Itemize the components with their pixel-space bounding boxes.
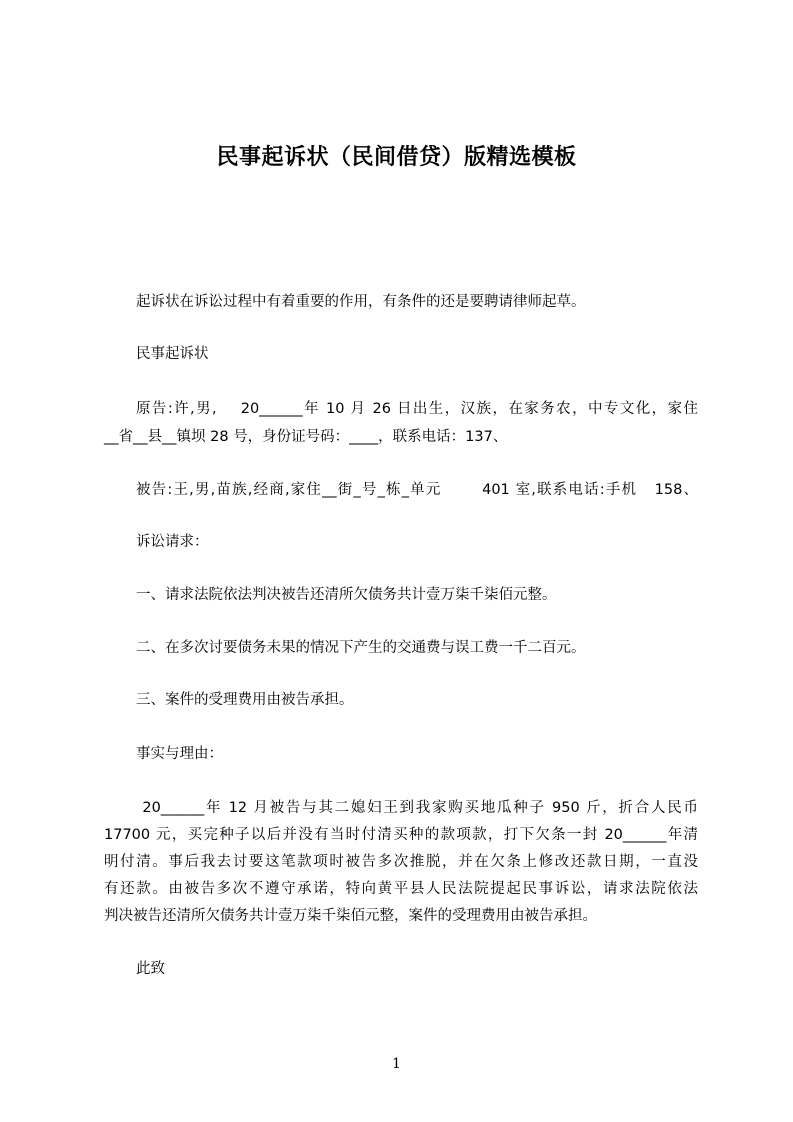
- facts-line-2: 17700 元，买完种子以后并没有当时付清买种的款项款，打下欠条一封 20______年清: [104, 827, 698, 843]
- plaintiff-line-1: 原告:许,男, 20______年 10 月 26 日出生，汉族，在家务农，中专文化，家住: [136, 401, 698, 417]
- facts-line-4: 有还款。由被告多次不遵守承诺，特向黄平县人民法院提起民事诉讼，请求法院依法: [104, 881, 698, 897]
- intro-paragraph: 起诉状在诉讼过程中有着重要的作用，有条件的还是要聘请律师起草。: [136, 294, 586, 310]
- document-title: 民事起诉状（民间借贷）版精选模板: [216, 145, 577, 170]
- claim-item-1: 一、请求法院依法判决被告还清所欠债务共计壹万柒千柒佰元整。: [136, 587, 557, 603]
- facts-heading: 事实与理由：: [136, 746, 223, 762]
- complaint-heading: 民事起诉状: [136, 346, 209, 362]
- claim-item-3: 三、案件的受理费用由被告承担。: [136, 692, 354, 708]
- claims-heading: 诉讼请求：: [136, 534, 209, 550]
- page-number: 1: [392, 1056, 401, 1072]
- facts-line-3: 明付清。事后我去讨要这笔款项时被告多次推脱，并在欠条上修改还款日期，一直没: [104, 854, 698, 870]
- defendant-paragraph: 被告:王,男,苗族,经商,家住__街_号_栋_单元 401 室,联系电话:手机 158、: [136, 482, 698, 498]
- claim-item-2: 二、在多次讨要债务未果的情况下产生的交通费与误工费一千二百元。: [136, 640, 586, 656]
- facts-line-5: 判决被告还清所欠债务共计壹万柒千柒佰元整，案件的受理费用由被告承担。: [104, 908, 597, 924]
- facts-line-1: 20______年 12 月被告与其二媳妇王到我家购买地瓜种子 950 斤，折合人民币: [136, 800, 698, 816]
- closing-text: 此致: [136, 961, 165, 977]
- plaintiff-line-2: __省__县__镇坝 28 号，身份证号码：____，联系电话：137、: [104, 429, 508, 445]
